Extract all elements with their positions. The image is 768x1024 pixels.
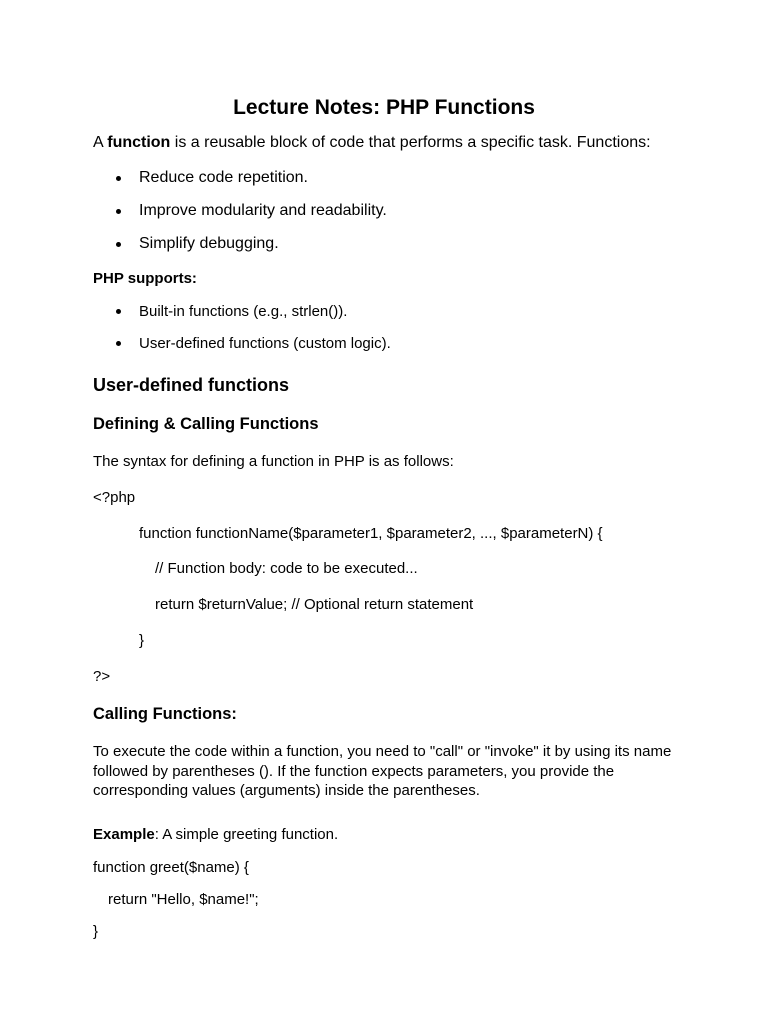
bullet-icon	[116, 309, 121, 314]
bullet-icon	[116, 176, 121, 181]
code-line: <?php	[93, 489, 136, 506]
example-text: : A simple greeting function.	[154, 826, 339, 843]
example-code-line: return "Hello, $name!";	[108, 891, 259, 908]
intro-prefix: A	[93, 134, 108, 151]
example-line	[93, 827, 338, 842]
subsection-heading: Defining & Calling Functions	[93, 415, 319, 433]
bullet-icon	[116, 341, 121, 346]
page-title: Lecture Notes: PHP Functions	[233, 96, 535, 119]
example-code-line: }	[93, 923, 99, 940]
bullet-icon	[116, 209, 121, 214]
supports-item: User-defined functions (custom logic).	[139, 335, 391, 352]
bullet-icon	[116, 242, 121, 247]
intro-term: function	[107, 134, 171, 151]
code-line: // Function body: code to be executed...	[155, 560, 418, 577]
code-line: return $returnValue; // Optional return statement	[155, 596, 474, 613]
code-line: function functionName($parameter1, $parameter2, ..., $parameterN) {	[139, 525, 603, 542]
supports-item: Built-in functions (e.g., strlen()).	[139, 303, 348, 320]
intro-suffix: is a reusable block of code that performs a specific task. Functions:	[170, 134, 651, 151]
calling-paragraph: To execute the code within a function, you need to "call" or "invoke" it by using its name followed by parentheses (). If the function expects parameters, you provide the corresponding values (arguments) inside the parentheses.	[93, 743, 672, 799]
code-line: ?>	[93, 668, 111, 685]
section-heading: User-defined functions	[93, 375, 290, 395]
benefit-item: Simplify debugging.	[139, 235, 279, 252]
example-label: Example	[93, 826, 155, 843]
benefit-item: Reduce code repetition.	[139, 169, 308, 186]
benefit-item: Improve modularity and readability.	[139, 202, 387, 219]
code-line: }	[139, 632, 145, 649]
calling-heading: Calling Functions:	[93, 705, 237, 723]
syntax-intro: The syntax for defining a function in PHP is as follows:	[93, 453, 454, 470]
example-code-line: function greet($name) {	[93, 859, 249, 876]
intro-paragraph	[93, 135, 651, 151]
supports-heading: PHP supports:	[93, 270, 197, 287]
